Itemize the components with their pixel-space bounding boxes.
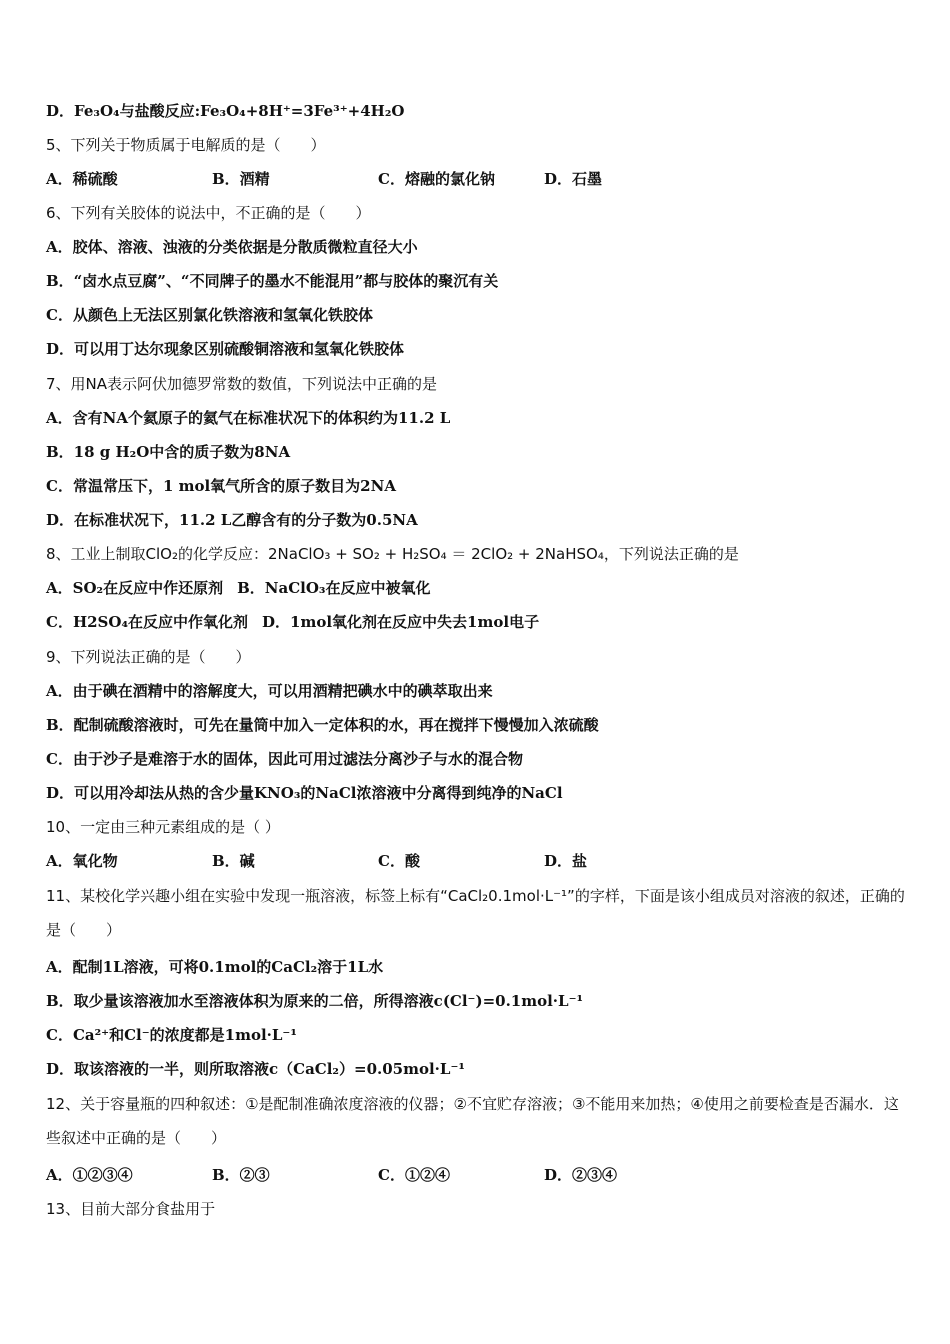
q7-option-a: A．含有NA个氦原子的氦气在标准状况下的体积约为11.2 L [46, 409, 451, 427]
q6-stem: 6、下列有关胶体的说法中，不正确的是（ ） [46, 204, 371, 222]
q7-stem: 7、用NA表示阿伏加德罗常数的数值，下列说法中正确的是 [46, 375, 438, 393]
q9-stem: 9、下列说法正确的是（ ） [46, 648, 251, 666]
q8-option-d: D．1mol氧化剂在反应中失去1mol电子 [262, 613, 540, 631]
q12-stem: 12、关于容量瓶的四种叙述：①是配制准确浓度溶液的仪器；②不宜贮存溶液；③不能用来加热；④使用之前要检查是否漏水．这些叙述中正确的是（ ） [46, 1095, 899, 1147]
q4-option-d-text: Fe₃O₄与盐酸反应:Fe₃O₄+8H⁺=3Fe³⁺+4H₂O [74, 102, 405, 120]
q6-option-c: C．从颜色上无法区别氯化铁溶液和氢氧化铁胶体 [46, 306, 373, 324]
q9-option-a: A．由于碘在酒精中的溶解度大，可以用酒精把碘水中的碘萃取出来 [46, 682, 493, 700]
q8-options-ab [46, 578, 910, 598]
q7-option-d: D．在标准状况下，11.2 L乙醇含有的分子数为0.5NA [46, 511, 418, 529]
q10-option-b: B．碱 [212, 852, 255, 870]
q5-options [46, 169, 910, 189]
q9-option-d: D．可以用冷却法从热的含少量KNO₃的NaCl浓溶液中分离得到纯净的NaCl [46, 784, 563, 802]
q11-option-d: D．取该溶液的一半，则所取溶液c（CaCl₂）=0.05mol·L⁻¹ [46, 1060, 465, 1078]
q8-options-cd [46, 612, 910, 632]
q4-option-d [46, 101, 910, 121]
q7-option-b: B．18 g H₂O中含的质子数为8NA [46, 443, 291, 461]
q7-option-c: C．常温常压下，1 mol氧气所含的原子数目为2NA [46, 477, 396, 495]
q4-option-d-label: D． [46, 102, 75, 120]
q12-option-a: A．①②③④ [46, 1166, 133, 1184]
q13-stem: 13、目前大部分食盐用于 [46, 1200, 216, 1218]
q5-option-b: B．酒精 [212, 170, 270, 188]
q9-option-b: B．配制硫酸溶液时，可先在量筒中加入一定体积的水，再在搅拌下慢慢加入浓硫酸 [46, 716, 599, 734]
q6-option-a: A．胶体、溶液、浊液的分类依据是分散质微粒直径大小 [46, 238, 418, 256]
q12-option-b: B．②③ [212, 1166, 270, 1184]
q12-option-d: D．②③④ [544, 1166, 618, 1184]
q8-option-a: A．SO₂在反应中作还原剂 [46, 579, 224, 597]
q12-option-c: C．①②④ [378, 1166, 450, 1184]
q10-option-a: A．氧化物 [46, 852, 118, 870]
q12-options [46, 1165, 910, 1185]
q6-option-d: D．可以用丁达尔现象区别硫酸铜溶液和氢氧化铁胶体 [46, 340, 405, 358]
q5-stem: 5、下列关于物质属于电解质的是（ ） [46, 136, 326, 154]
q8-option-c: C．H2SO₄在反应中作氧化剂 [46, 613, 249, 631]
q6-option-b: B．“卤水点豆腐”、“不同牌子的墨水不能混用”都与胶体的聚沉有关 [46, 272, 499, 290]
q8-stem: 8、工业上制取ClO₂的化学反应：2NaClO₃ + SO₂ + H₂SO₄ ＝ 2ClO₂ + 2NaHSO₄，下列说法正确的是 [46, 545, 739, 563]
q11-option-a: A．配制1L溶液，可将0.1mol的CaCl₂溶于1L水 [46, 958, 384, 976]
q10-stem: 10、一定由三种元素组成的是（ ） [46, 818, 280, 836]
q10-option-c: C．酸 [378, 852, 420, 870]
q10-options [46, 851, 910, 871]
q9-option-c: C．由于沙子是难溶于水的固体，因此可用过滤法分离沙子与水的混合物 [46, 750, 523, 768]
q11-stem: 11、某校化学兴趣小组在实验中发现一瓶溶液，标签上标有“CaCl₂0.1mol·L⁻¹”的字样，下面是该小组成员对溶液的叙述，正确的是（ ） [46, 887, 905, 939]
q5-option-d: D．石墨 [544, 170, 603, 188]
q11-option-b: B．取少量该溶液加水至溶液体积为原来的二倍，所得溶液c(Cl⁻)=0.1mol·L⁻¹ [46, 992, 584, 1010]
q11-option-c: C．Ca²⁺和Cl⁻的浓度都是1mol·L⁻¹ [46, 1026, 297, 1044]
q10-option-d: D．盐 [544, 852, 588, 870]
q5-option-c: C．熔融的氯化钠 [378, 170, 495, 188]
q5-option-a: A．稀硫酸 [46, 170, 118, 188]
q8-option-b: B．NaClO₃在反应中被氧化 [237, 579, 431, 597]
